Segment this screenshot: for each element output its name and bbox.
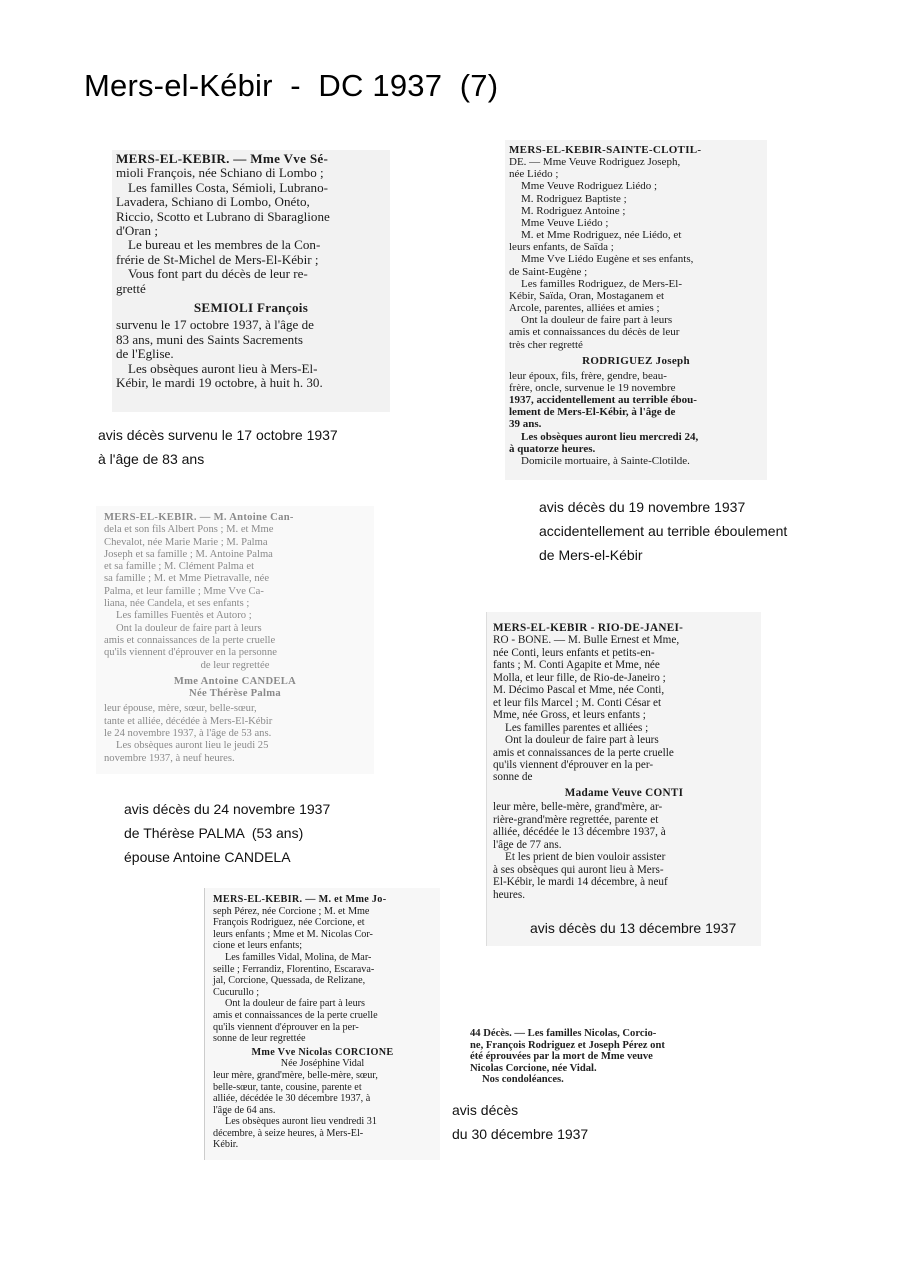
clip-line: amis et connaissances de la perte cruelle xyxy=(493,746,674,759)
clip-line: Les familles Fuentès et Autoro ; xyxy=(116,610,252,622)
clip-line: M. Rodriguez Antoine ; xyxy=(521,204,626,217)
clip-line: DE. — Mme Veuve Rodriguez Joseph, xyxy=(509,156,681,169)
clip-line: 39 ans. xyxy=(509,418,542,431)
clip-line: à ses obsèques qui auront lieu à Mers- xyxy=(493,863,664,876)
caption-candela xyxy=(124,797,330,869)
clipping-rodriguez xyxy=(505,140,767,480)
clip-line: MERS-EL-KEBIR. — M. Antoine Can- xyxy=(104,512,294,523)
clip-line: heures. xyxy=(493,888,525,901)
clip-line: fants ; M. Conti Agapite et Mme, née xyxy=(493,659,660,672)
clip-line: née Liédo ; xyxy=(509,168,559,181)
clip-line: Joseph et sa famille ; M. Antoine Palma xyxy=(104,548,273,560)
clip-line: sonne de xyxy=(493,771,533,784)
clip-line: 1937, accidentellement au terrible ébou- xyxy=(509,394,697,407)
clip-line: frère, oncle, survenue le 19 novembre xyxy=(509,381,676,394)
clip-line: Les obsèques auront lieu le jeudi 25 xyxy=(116,740,269,752)
caption-corcione xyxy=(452,1098,588,1146)
caption-line: accidentellement au terrible éboulement xyxy=(539,523,788,539)
caption-line: avis décès survenu le 17 octobre 1937 xyxy=(98,427,338,443)
clip-line: RO - BONE. — M. Bulle Ernest et Mme, xyxy=(493,634,680,647)
clip-line: M. et Mme Rodriguez, née Liédo, et xyxy=(521,229,682,242)
clip-line: 83 ans, muni des Saints Sacrements xyxy=(116,331,303,347)
clip-line: très cher regretté xyxy=(509,338,583,351)
deceased-name: SEMIOLI François xyxy=(193,300,309,316)
clip-line: Kébir, Saïda, Oran, Mostaganem et xyxy=(509,289,665,302)
clip-line: à quatorze heures. xyxy=(509,442,596,455)
clip-line: Domicile mortuaire, à Sainte-Clotilde. xyxy=(521,454,690,467)
clipping-corcione xyxy=(204,888,440,1160)
clip-line: décembre, à seize heures, à Mers-El- xyxy=(213,1127,364,1139)
clip-line: Mme Veuve Liédo ; xyxy=(521,216,609,229)
clip-line: leur épouse, mère, sœur, belle-sœur, xyxy=(104,703,257,715)
deceased-name: Mme Vve Nicolas CORCIONE xyxy=(251,1046,394,1058)
clip-line: survenu le 17 octobre 1937, à l'âge de xyxy=(116,317,314,333)
caption-line: du 30 décembre 1937 xyxy=(452,1126,589,1142)
caption-rodriguez xyxy=(539,495,787,567)
caption-line: avis décès du 19 novembre 1937 xyxy=(539,499,746,515)
clip-line: tante et alliée, décédée à Mers-El-Kébir xyxy=(104,715,273,727)
clip-line: amis et connaissances du décès de leur xyxy=(509,326,680,339)
clip-line: l'âge de 77 ans. xyxy=(493,838,562,851)
caption-line: à l'âge de 83 ans xyxy=(98,451,205,467)
clip-line: Les familles Rodriguez, de Mers-El- xyxy=(521,277,682,290)
clip-line: Nicolas Corcione, née Vidal. xyxy=(470,1062,597,1074)
clip-line: Mme, née Gross, et leurs enfants ; xyxy=(493,709,646,722)
clipping-conti xyxy=(486,612,761,946)
clip-line: Kébir. xyxy=(213,1139,239,1151)
clip-line: M. Rodriguez Baptiste ; xyxy=(521,192,627,205)
clip-line: et sa famille ; M. Clément Palma et xyxy=(104,561,255,573)
clip-line: belle-sœur, tante, cousine, parente et xyxy=(213,1081,362,1093)
clip-line: sonne de leur regrettée xyxy=(213,1033,306,1045)
clip-line: l'âge de 64 ans. xyxy=(213,1104,276,1116)
clip-line: Les obsèques auront lieu mercredi 24, xyxy=(521,430,699,443)
clip-line: alliée, décédée le 30 décembre 1937, à xyxy=(213,1093,371,1105)
clip-line: été éprouvées par la mort de Mme veuve xyxy=(470,1051,653,1063)
deceased-name: Mme Antoine CANDELA xyxy=(173,675,297,687)
clip-line: novembre 1937, à neuf heures. xyxy=(104,752,235,764)
clip-line: Ont la douleur de faire part à leurs xyxy=(225,998,366,1010)
clip-line: Riccio, Scotto et Lubrano di Sbaraglione xyxy=(116,208,330,224)
clip-line: MERS-EL-KEBIR. — Mme Vve Sé- xyxy=(116,151,329,166)
clip-line: dela et son fils Albert Pons ; M. et Mme xyxy=(104,524,274,536)
clip-line: de leur regrettée xyxy=(200,659,270,671)
clip-line: gretté xyxy=(116,280,146,296)
clip-line: MERS-EL-KEBIR. — M. et Mme Jo- xyxy=(213,894,387,905)
clip-line: leur époux, fils, frère, gendre, beau- xyxy=(509,369,667,382)
clip-line: Cucurullo ; xyxy=(213,986,260,998)
clip-line: rière-grand'mère regrettée, parente et xyxy=(493,813,659,826)
clip-line: Ont la douleur de faire part à leurs xyxy=(521,314,673,327)
clip-line: Mme Vve Liédo Eugène et ses enfants, xyxy=(521,253,694,266)
clip-line: Molla, et leur fille, de Rio-de-Janeiro ; xyxy=(493,671,666,684)
clip-line: Vous font part du décès de leur re- xyxy=(128,266,308,282)
clip-line: seph Pérez, née Corcione ; M. et Mme xyxy=(213,905,370,917)
caption-line: avis décès du 24 novembre 1937 xyxy=(124,801,331,817)
clip-line: qu'ils viennent d'éprouver en la personne xyxy=(104,647,277,659)
clip-line: Lavadera, Schiano di Lombo, Onéto, xyxy=(116,194,310,210)
clip-line: leur mère, belle-mère, grand'mère, ar- xyxy=(493,801,663,814)
clip-line: leurs enfants, de Saïda ; xyxy=(509,241,614,254)
caption-line: épouse Antoine CANDELA xyxy=(124,849,291,865)
clip-line: Les familles parentes et alliées ; xyxy=(505,721,649,734)
clip-line: qu'ils viennent d'éprouver en la per- xyxy=(213,1021,359,1033)
clip-line: MERS-EL-KEBIR-SAINTE-CLOTIL- xyxy=(509,144,702,156)
caption-conti xyxy=(530,916,736,940)
clip-line: Palma, et leur famille ; Mme Vve Ca- xyxy=(104,585,264,597)
clip-line: le 24 novembre 1937, à l'âge de 53 ans. xyxy=(104,728,272,740)
clip-line: de Saint-Eugène ; xyxy=(509,265,588,278)
clip-line: leurs enfants ; Mme et M. Nicolas Cor- xyxy=(213,928,373,940)
clipping-semioli xyxy=(112,150,390,412)
clipping-candela xyxy=(96,506,374,774)
clip-line: lement de Mers-El-Kébir, à l'âge de xyxy=(509,406,676,419)
clip-line: Kébir, le mardi 19 octobre, à huit h. 30. xyxy=(116,375,323,391)
clip-line: M. Décimo Pascal et Mme, née Conti, xyxy=(493,684,665,697)
clipping-deces-note xyxy=(466,1024,784,1094)
clip-line: Arcole, parentes, alliées et amies ; xyxy=(509,302,660,315)
clip-line: sa famille ; M. et Mme Pietravalle, née xyxy=(104,573,270,585)
caption-line: de Mers-el-Kébir xyxy=(539,547,643,563)
clip-line: Le bureau et les membres de la Con- xyxy=(128,237,321,253)
caption-line: avis décès xyxy=(452,1102,519,1118)
clip-line: Ont la douleur de faire part à leurs xyxy=(505,734,659,747)
clip-line: frérie de St-Michel de Mers-El-Kébir ; xyxy=(116,251,319,267)
clip-line: Et les prient de bien vouloir assister xyxy=(505,851,666,864)
clip-line: Ont la douleur de faire part à leurs xyxy=(116,622,262,634)
clip-line: Les familles Costa, Sémioli, Lubrano- xyxy=(128,179,329,195)
clip-line: mioli François, née Schiano di Lombo ; xyxy=(116,165,324,181)
clip-line: cione et leurs enfants; xyxy=(213,940,303,952)
clip-line: alliée, décédée le 13 décembre 1937, à xyxy=(493,826,666,839)
clip-line: de l'Eglise. xyxy=(116,346,174,362)
deceased-name: RODRIGUEZ Joseph xyxy=(582,354,690,367)
clip-line: Les obsèques auront lieu vendredi 31 xyxy=(225,1116,377,1128)
clip-line: Chevalot, née Marie Marie ; M. Palma xyxy=(104,536,268,548)
deceased-maiden-name: Née Joséphine Vidal xyxy=(280,1058,365,1070)
clip-line: jal, Corcione, Quessada, de Relizane, xyxy=(213,975,366,987)
clip-line: leur mère, grand'mère, belle-mère, sœur, xyxy=(213,1069,378,1081)
deceased-maiden-name: Née Thérèse Palma xyxy=(189,688,281,700)
clip-line: amis et connaissances de la perte cruelle xyxy=(104,634,276,646)
clip-line: 44 Décès. — Les familles Nicolas, Corcio- xyxy=(470,1028,657,1039)
caption-semioli xyxy=(98,423,338,471)
clip-line: liana, née Candela, et ses enfants ; xyxy=(104,598,250,610)
clip-line: d'Oran ; xyxy=(116,223,158,239)
clip-line: Mme Veuve Rodriguez Liédo ; xyxy=(521,180,658,193)
deceased-name: Madame Veuve CONTI xyxy=(564,786,684,799)
caption-line: de Thérèse PALMA (53 ans) xyxy=(124,825,304,841)
clip-line: amis et connaissances de la perte cruelle xyxy=(213,1009,378,1021)
clip-line: François Rodriguez, née Corcione, et xyxy=(213,917,365,929)
clip-line: qu'ils viennent d'éprouver en la per- xyxy=(493,758,654,771)
clip-line: née Conti, leurs enfants et petits-en- xyxy=(493,646,655,659)
clip-line: Les familles Vidal, Molina, de Mar- xyxy=(225,951,372,963)
caption-line: avis décès du 13 décembre 1937 xyxy=(530,920,737,936)
clip-line: Les obsèques auront lieu à Mers-El- xyxy=(128,360,318,376)
page-title: Mers-el-Kébir - DC 1937 (7) xyxy=(84,68,499,103)
clip-line: seille ; Ferrandiz, Florentino, Escarava- xyxy=(213,963,375,975)
clip-line: et leur fils Marcel ; M. Conti César et xyxy=(493,696,662,709)
clip-line: Nos condoléances. xyxy=(482,1074,564,1086)
clip-line: ne, François Rodriguez et Joseph Pérez ont xyxy=(470,1039,665,1051)
clip-line: MERS-EL-KEBIR - RIO-DE-JANEI- xyxy=(493,622,684,634)
clip-line: El-Kébir, le mardi 14 décembre, à neuf xyxy=(493,876,668,889)
